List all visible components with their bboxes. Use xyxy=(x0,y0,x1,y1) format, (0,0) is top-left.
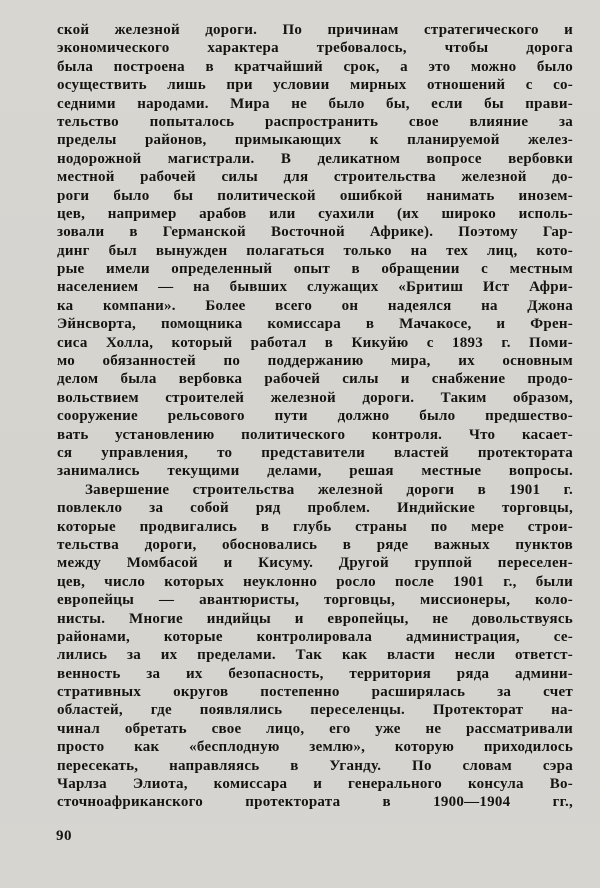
text-line: населением — на бывших служащих «Бритиш Ист Афри- xyxy=(57,279,573,296)
text-line: сточноафриканского протектората в 1900—1904 гг., xyxy=(57,794,573,811)
text-line: рые имели определенный опыт в обращении с местным xyxy=(57,261,573,278)
text-line: занимались текущими делами, решая местные вопросы. xyxy=(57,463,573,480)
text-line: просто как «бесплодную землю», которую приходилось xyxy=(57,739,573,756)
text-line: пересекать, направляясь в Уганду. По словам сэра xyxy=(57,757,573,774)
text-line: цев, число которых неуклонно росло после 1901 г., были xyxy=(57,573,573,590)
text-line: роги было бы политической ошибкой нанимать инозем- xyxy=(57,187,573,204)
text-line: цев, например арабов или суахили (их широко исполь- xyxy=(57,205,573,222)
text-line: была построена в кратчайший срок, а это можно было xyxy=(57,58,573,75)
text-line: осуществить лишь при условии мирных отношений с со- xyxy=(57,77,573,94)
text-line: ской железной дороги. По причинам стратегического и xyxy=(57,22,573,38)
text-line: между Момбасой и Кисуму. Другой группой переселен- xyxy=(57,555,573,572)
text-line: стративных округов постепенно расширялась за счет xyxy=(57,684,573,701)
text-line: сиса Холла, который работал в Кикуйю с 1893 г. Поми- xyxy=(57,334,573,351)
text-line: динг был вынужден полагаться только на тех лиц, кото- xyxy=(57,242,573,259)
text-line: районами, которые контролировала администрация, се- xyxy=(57,628,573,645)
page-text xyxy=(57,21,573,812)
text-line: местной рабочей силы для строительства железной до- xyxy=(57,169,573,186)
text-line: ся управления, то представители властей протектората xyxy=(57,444,573,461)
text-line: вольствием строителей железной дороги. Таким образом, xyxy=(57,389,573,406)
text-line: венность за их безопасность, территория ряда админи- xyxy=(57,665,573,682)
text-line: тельство попыталось распространить свое влияние за xyxy=(57,113,573,130)
text-line: Завершение строительства железной дороги в 1901 г. xyxy=(85,481,573,498)
text-line: пределы районов, примыкающих к планируемой желез- xyxy=(57,132,573,149)
text-line: которые продвигались в глубь страны по мере строи- xyxy=(57,518,573,535)
text-line: делом была вербовка рабочей силы и снабжение продо- xyxy=(57,371,573,388)
text-line: Чарлза Элиота, комиссара и генерального консула Во- xyxy=(57,776,573,793)
text-line: лились за их пределами. Так как власти несли ответст- xyxy=(57,647,573,664)
text-line: нодорожной магистрали. В деликатном вопросе вербовки xyxy=(57,150,573,167)
text-line: экономического характера требовалось, чтобы дорога xyxy=(57,40,573,57)
text-line: нисты. Многие индийцы и европейцы, не довольствуясь xyxy=(57,610,573,627)
text-line: мо обязанностей по поддержанию мира, их основным xyxy=(57,353,573,370)
text-line: вать установлению политического контроля. Что касает- xyxy=(57,426,573,443)
text-line: зовали в Германской Восточной Африке). Поэтому Гар- xyxy=(57,224,573,241)
text-line: Эйнсворта, помощника комиссара в Мачакосе, и Френ- xyxy=(57,316,573,333)
text-line: седними народами. Мира не было бы, если бы прави- xyxy=(57,95,573,112)
text-line: областей, где появлялись переселенцы. Протекторат на- xyxy=(57,702,573,719)
text-line: сооружение рельсового пути должно было предшество- xyxy=(57,408,573,425)
text-line: ка компани». Более всего он надеялся на Джона xyxy=(57,297,573,314)
text-line: чинал обретать свое лицо, его уже не рассматривали xyxy=(57,720,573,737)
text-line: европейцы — авантюристы, торговцы, миссионеры, коло- xyxy=(57,592,573,609)
text-line: тельства дороги, обосновались в ряде важных пунктов xyxy=(57,536,573,553)
page-number: 90 xyxy=(56,828,72,844)
text-line: повлекло за собой ряд проблем. Индийские торговцы, xyxy=(57,500,573,517)
